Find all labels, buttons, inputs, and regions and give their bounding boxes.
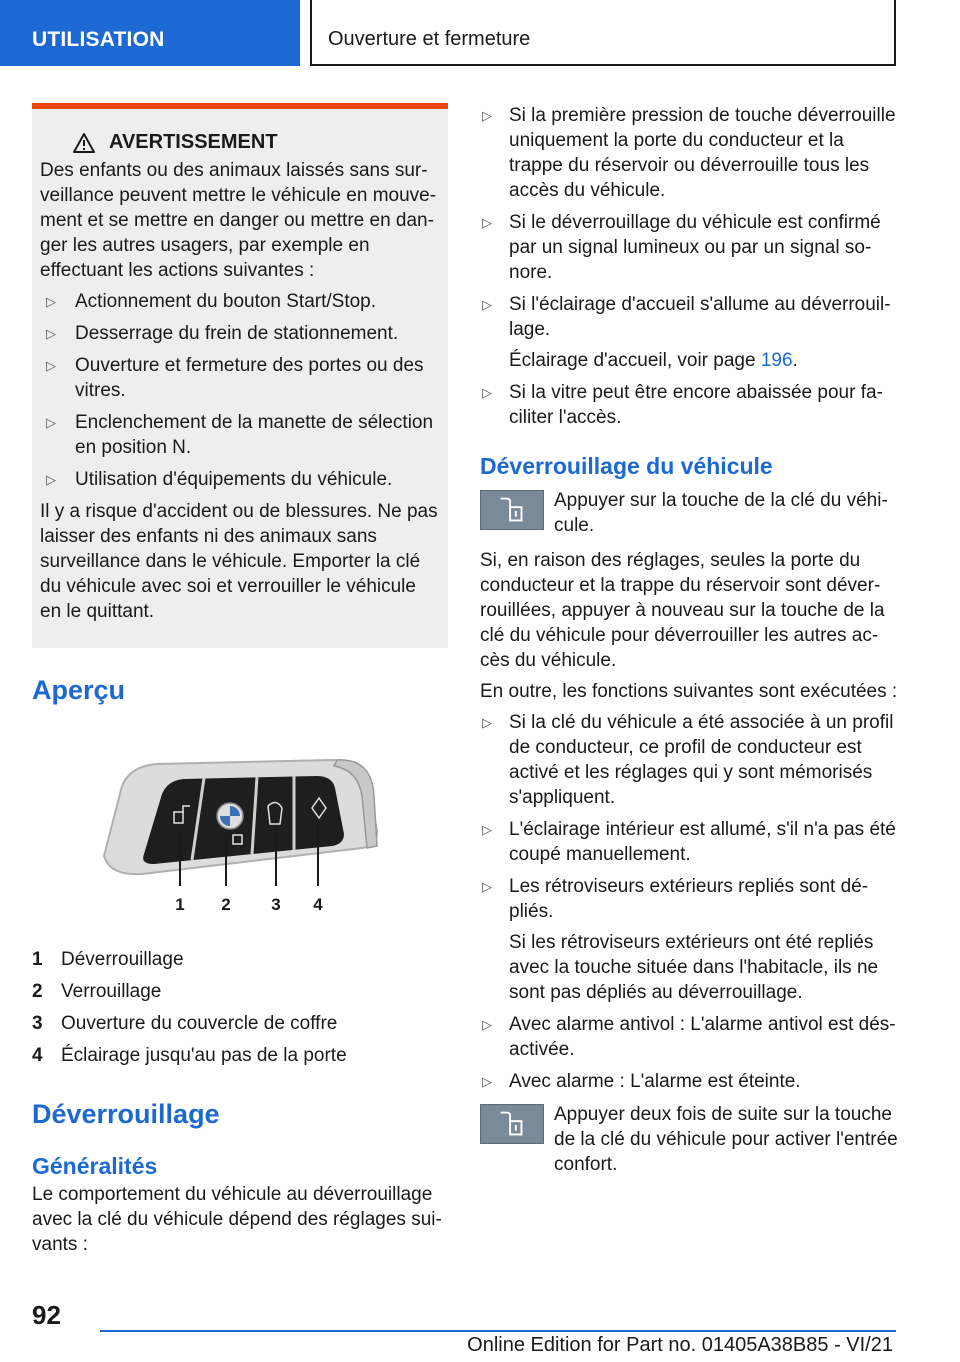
- list-item: ▷ L'éclairage intérieur est allumé, s'il n'a pas été coupé manuellement.: [482, 819, 896, 865]
- bullet-triangle-icon: ▷: [482, 297, 492, 312]
- bullet-triangle-icon: ▷: [46, 358, 56, 373]
- list-item: ▷ Avec alarme antivol : L'alarme antivol est désactivée.: [482, 1014, 896, 1060]
- legend-item: 2 Verrouillage: [32, 981, 162, 1002]
- image-label-3: 3: [271, 895, 281, 914]
- bullet-triangle-icon: ▷: [482, 822, 492, 837]
- vehicle-unlock-heading: Déverrouillage du véhicule: [480, 453, 773, 479]
- cross-reference: Éclairage d'accueil, voir page 196.: [509, 350, 798, 371]
- header-section-label: UTILISATION: [32, 28, 165, 51]
- unlock-key-icon: [480, 490, 544, 530]
- image-label-1: 1: [175, 895, 185, 914]
- list-item: ▷ Enclenchement de la manette de sélection en position N.: [46, 412, 434, 458]
- warning-triangle-icon: [73, 133, 95, 153]
- bullet-triangle-icon: ▷: [482, 715, 492, 730]
- list-item: ▷ Ouverture et fermeture des portes ou des vitres.: [46, 355, 424, 401]
- warning-list: [40, 289, 440, 492]
- list-item: ▷ Si le déverrouillage du véhicule est confirmé par un signal lumineux ou par un signal sonore.: [482, 212, 881, 283]
- page-link[interactable]: 196: [760, 350, 793, 371]
- bullet-triangle-icon: ▷: [482, 1074, 492, 1089]
- warning-intro: Des enfants ou des animaux laissés sans surveillance peuvent mettre le véhicule en mouvement et se mettre en danger ou mettre en danger les autres usagers, par exemple en effectuant les actions suivantes :: [40, 160, 437, 281]
- functions-list: [480, 710, 900, 1094]
- warning-title: [73, 131, 440, 154]
- bullet-triangle-icon: ▷: [46, 326, 56, 341]
- unlocking-heading: Déverrouillage: [32, 1099, 220, 1129]
- mirror-note: Si les rétroviseurs extérieurs ont été repliés avec la touche située dans l'habitacle, ils ne sont pas dépliés au déverrouillage.: [509, 932, 879, 1003]
- legend-item: 3 Ouverture du couvercle de coffre: [32, 1013, 338, 1034]
- unlock-instruction-text: Appuyer sur la touche de la clé du véhicule.: [554, 490, 888, 536]
- settings-list: [480, 103, 900, 430]
- unlock-instruction: [480, 488, 900, 538]
- bullet-triangle-icon: ▷: [46, 472, 56, 487]
- list-item: ▷ Si la première pression de touche déverrouille uniquement la porte du conducteur et la trappe du réservoir ou déverrouille tous les accès du véhicule.: [482, 105, 896, 201]
- comfort-access-text: Appuyer deux fois de suite sur la touche de la clé du véhicule pour activer l'entrée confort.: [554, 1104, 898, 1175]
- image-label-2: 2: [221, 895, 231, 914]
- unlock-key-icon: [480, 1104, 544, 1144]
- comfort-access-instruction: [480, 1102, 900, 1177]
- list-item: ▷ Avec alarme : L'alarme est éteinte.: [482, 1071, 801, 1092]
- list-item: ▷ Les rétroviseurs extérieurs repliés sont dépliés. Si les rétroviseurs extérieurs ont été repliés avec la touche située dans l'habitacle, ils ne sont pas dépliés au déverrouillage.: [480, 874, 900, 1005]
- bullet-triangle-icon: ▷: [46, 415, 56, 430]
- header-section-tab: [0, 0, 300, 66]
- header-chapter-box: [310, 0, 896, 66]
- list-item: ▷ Si la vitre peut être encore abaissée pour faciliter l'accès.: [482, 382, 883, 428]
- key-fob-illustration: [32, 736, 448, 936]
- image-label-4: 4: [313, 895, 323, 914]
- bullet-triangle-icon: ▷: [46, 294, 56, 309]
- list-item: ▷ Si la clé du véhicule a été associée à un profil de conducteur, ce profil de conducteur est activé et les réglages qui y sont mémorisés s'appliquent.: [482, 712, 894, 808]
- overview-heading: Aperçu: [32, 675, 126, 705]
- general-heading: Généralités: [32, 1153, 158, 1179]
- legend-item: 1 Déverrouillage: [32, 949, 184, 970]
- general-text: Le comportement du véhicule au déverrouillage avec la clé du véhicule dépend des réglages suivants :: [32, 1184, 442, 1255]
- warning-box: [32, 103, 448, 648]
- list-item: ▷ Utilisation d'équipements du véhicule.: [46, 469, 393, 490]
- list-item: ▷ Si l'éclairage d'accueil s'allume au déverrouillage. Éclairage d'accueil, voir page 196.: [480, 292, 900, 373]
- header-chapter-label: Ouverture et fermeture: [328, 28, 531, 50]
- bullet-triangle-icon: ▷: [482, 385, 492, 400]
- bullet-triangle-icon: ▷: [482, 879, 492, 894]
- page-number: 92: [32, 1300, 61, 1330]
- footer-divider: [100, 1330, 896, 1332]
- bullet-triangle-icon: ▷: [482, 108, 492, 123]
- legend-list: [32, 944, 448, 1072]
- right-column: [480, 103, 900, 1187]
- unlock-paragraph-2: En outre, les fonctions suivantes sont exécutées :: [480, 681, 898, 702]
- legend-item: 4 Éclairage jusqu'au pas de la porte: [32, 1045, 347, 1066]
- warning-outro: Il y a risque d'accident ou de blessures. Ne pas laisser des enfants ni des animaux sans surveillance dans le véhicule. Emporter la clé du véhicule avec soi et verrouiller le véhicule en le quittant.: [40, 501, 438, 622]
- warning-title-text: AVERTISSEMENT: [109, 131, 278, 153]
- unlock-paragraph-1: Si, en raison des réglages, seules la porte du conducteur et la trappe du réservoir sont déverrouillées, appuyer à nouveau sur la touche de la clé du véhicule pour déverrouiller les autres accès du véhicule.: [480, 550, 885, 671]
- left-column: [32, 103, 448, 1257]
- bullet-triangle-icon: ▷: [482, 215, 492, 230]
- bullet-triangle-icon: ▷: [482, 1017, 492, 1032]
- list-item: ▷ Desserrage du frein de stationnement.: [46, 323, 399, 344]
- footer-edition: Online Edition for Part no. 01405A38B85 - VI/21: [467, 1334, 893, 1356]
- list-item: ▷ Actionnement du bouton Start/Stop.: [46, 291, 377, 312]
